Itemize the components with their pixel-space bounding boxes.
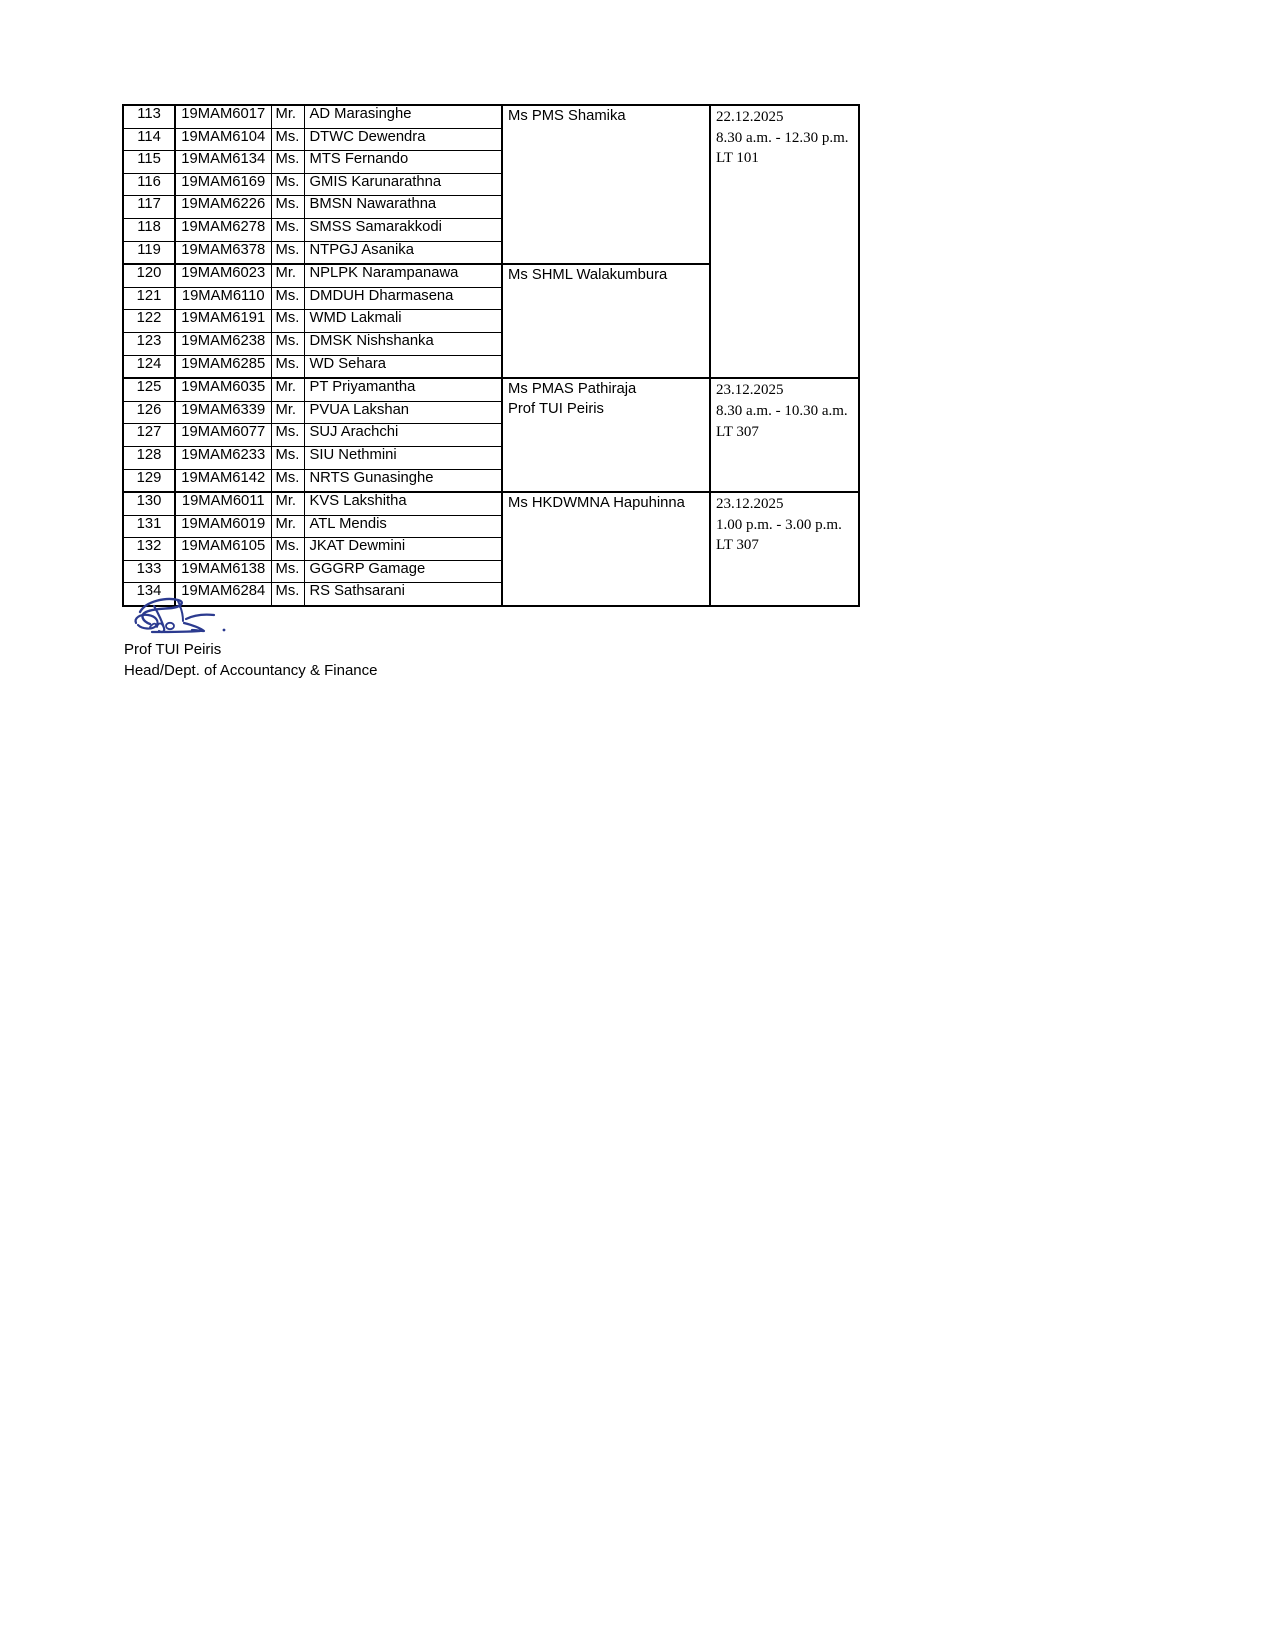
cell-title: Mr. <box>271 401 304 424</box>
cell-index-number: 19MAM6233 <box>175 446 271 469</box>
cell-serial-number: 121 <box>123 287 175 310</box>
handwritten-signature-icon <box>128 592 278 638</box>
schedule-venue: LT 307 <box>716 423 759 440</box>
signatory-name: Prof TUI Peiris <box>124 641 222 658</box>
cell-serial-number: 113 <box>123 105 175 128</box>
cell-index-number: 19MAM6339 <box>175 401 271 424</box>
cell-index-number: 19MAM6077 <box>175 424 271 447</box>
cell-schedule <box>710 492 859 606</box>
cell-serial-number: 124 <box>123 355 175 378</box>
cell-title: Mr. <box>271 492 304 515</box>
cell-title: Ms. <box>271 128 304 151</box>
cell-index-number: 19MAM6035 <box>175 378 271 401</box>
cell-serial-number: 119 <box>123 241 175 264</box>
cell-title: Mr. <box>271 105 304 128</box>
cell-title: Ms. <box>271 151 304 174</box>
table-row <box>123 105 859 128</box>
schedule-date: 22.12.2025 <box>716 109 784 125</box>
schedule-date: 23.12.2025 <box>716 382 784 399</box>
schedule-time: 8.30 a.m. - 12.30 p.m. <box>716 129 849 146</box>
cell-title: Mr. <box>271 515 304 538</box>
cell-serial-number: 120 <box>123 264 175 287</box>
cell-index-number: 19MAM6285 <box>175 355 271 378</box>
cell-student-name: SMSS Samarakkodi <box>304 218 502 241</box>
cell-student-name: NTPGJ Asanika <box>304 241 502 264</box>
cell-serial-number: 122 <box>123 310 175 333</box>
cell-supervisor <box>502 264 710 378</box>
cell-student-name: WD Sehara <box>304 355 502 378</box>
cell-serial-number: 114 <box>123 128 175 151</box>
table-row <box>123 378 859 401</box>
cell-student-name: WMD Lakmali <box>304 310 502 333</box>
schedule-venue: LT 307 <box>716 537 759 554</box>
cell-index-number: 19MAM6017 <box>175 105 271 128</box>
cell-student-name: GMIS Karunarathna <box>304 173 502 196</box>
cell-index-number: 19MAM6191 <box>175 310 271 333</box>
cell-index-number: 19MAM6284 <box>175 583 271 606</box>
cell-index-number: 19MAM6134 <box>175 151 271 174</box>
cell-index-number: 19MAM6378 <box>175 241 271 264</box>
schedule-time: 8.30 a.m. - 10.30 a.m. <box>716 402 848 419</box>
table-row <box>123 492 859 515</box>
cell-title: Ms. <box>271 218 304 241</box>
cell-student-name: DMDUH Dharmasena <box>304 287 502 310</box>
cell-student-name: BMSN Nawarathna <box>304 196 502 219</box>
supervisor-name: Ms SHML Walakumbura <box>508 267 668 284</box>
cell-title: Mr. <box>271 378 304 401</box>
cell-index-number: 19MAM6023 <box>175 264 271 287</box>
cell-title: Ms. <box>271 287 304 310</box>
cell-index-number: 19MAM6278 <box>175 218 271 241</box>
supervisor-name: Ms PMAS Pathiraja <box>508 381 637 398</box>
cell-index-number: 19MAM6011 <box>175 492 271 515</box>
cell-index-number: 19MAM6142 <box>175 469 271 492</box>
cell-supervisor <box>502 105 710 264</box>
cell-serial-number: 117 <box>123 196 175 219</box>
cell-serial-number: 129 <box>123 469 175 492</box>
cell-serial-number: 128 <box>123 446 175 469</box>
cell-student-name: RS Sathsarani <box>304 583 502 606</box>
cell-student-name: DMSK Nishshanka <box>304 332 502 355</box>
signature-block <box>124 592 544 682</box>
cell-title: Ms. <box>271 424 304 447</box>
cell-serial-number: 127 <box>123 424 175 447</box>
cell-title: Ms. <box>271 241 304 264</box>
cell-title: Ms. <box>271 310 304 333</box>
cell-title: Ms. <box>271 332 304 355</box>
cell-index-number: 19MAM6238 <box>175 332 271 355</box>
cell-title: Ms. <box>271 538 304 561</box>
cell-title: Ms. <box>271 355 304 378</box>
cell-serial-number: 125 <box>123 378 175 401</box>
cell-index-number: 19MAM6226 <box>175 196 271 219</box>
cell-index-number: 19MAM6019 <box>175 515 271 538</box>
cell-title: Ms. <box>271 446 304 469</box>
cell-serial-number: 115 <box>123 151 175 174</box>
supervisor-name: Ms PMS Shamika <box>508 108 626 124</box>
cell-student-name: ATL Mendis <box>304 515 502 538</box>
cell-serial-number: 132 <box>123 538 175 561</box>
cell-student-name: NPLPK Narampanawa <box>304 264 502 287</box>
cell-supervisor <box>502 378 710 492</box>
cell-index-number: 19MAM6169 <box>175 173 271 196</box>
cell-schedule <box>710 105 859 378</box>
cell-student-name: KVS Lakshitha <box>304 492 502 515</box>
cell-serial-number: 116 <box>123 173 175 196</box>
supervisor-name: Prof TUI Peiris <box>508 400 604 417</box>
signatory-role: Head/Dept. of Accountancy & Finance <box>124 662 378 680</box>
cell-student-name: PVUA Lakshan <box>304 401 502 424</box>
cell-student-name: SIU Nethmini <box>304 446 502 469</box>
schedule-date: 23.12.2025 <box>716 496 784 513</box>
cell-serial-number: 126 <box>123 401 175 424</box>
table-body <box>123 105 859 606</box>
cell-student-name: PT Priyamantha <box>304 378 502 401</box>
cell-title: Ms. <box>271 173 304 196</box>
cell-student-name: SUJ Arachchi <box>304 424 502 447</box>
cell-schedule <box>710 378 859 492</box>
cell-title: Mr. <box>271 264 304 287</box>
cell-serial-number: 130 <box>123 492 175 515</box>
cell-supervisor <box>502 492 710 606</box>
cell-serial-number: 123 <box>123 332 175 355</box>
cell-student-name: AD Marasinghe <box>304 105 502 128</box>
cell-index-number: 19MAM6110 <box>175 287 271 310</box>
cell-student-name: NRTS Gunasinghe <box>304 469 502 492</box>
viva-schedule-table <box>122 104 860 607</box>
cell-index-number: 19MAM6104 <box>175 128 271 151</box>
schedule-venue: LT 101 <box>716 150 759 167</box>
cell-index-number: 19MAM6138 <box>175 560 271 583</box>
cell-serial-number: 133 <box>123 560 175 583</box>
cell-serial-number: 131 <box>123 515 175 538</box>
cell-serial-number: 118 <box>123 218 175 241</box>
cell-serial-number: 134 <box>123 583 175 606</box>
supervisor-name: Ms HKDWMNA Hapuhinna <box>508 495 685 512</box>
schedule-time: 1.00 p.m. - 3.00 p.m. <box>716 516 842 533</box>
cell-title: Ms. <box>271 583 304 606</box>
cell-index-number: 19MAM6105 <box>175 538 271 561</box>
cell-student-name: DTWC Dewendra <box>304 128 502 151</box>
cell-student-name: JKAT Dewmini <box>304 538 502 561</box>
cell-title: Ms. <box>271 469 304 492</box>
cell-student-name: GGGRP Gamage <box>304 560 502 583</box>
cell-student-name: MTS Fernando <box>304 151 502 174</box>
cell-title: Ms. <box>271 196 304 219</box>
cell-title: Ms. <box>271 560 304 583</box>
